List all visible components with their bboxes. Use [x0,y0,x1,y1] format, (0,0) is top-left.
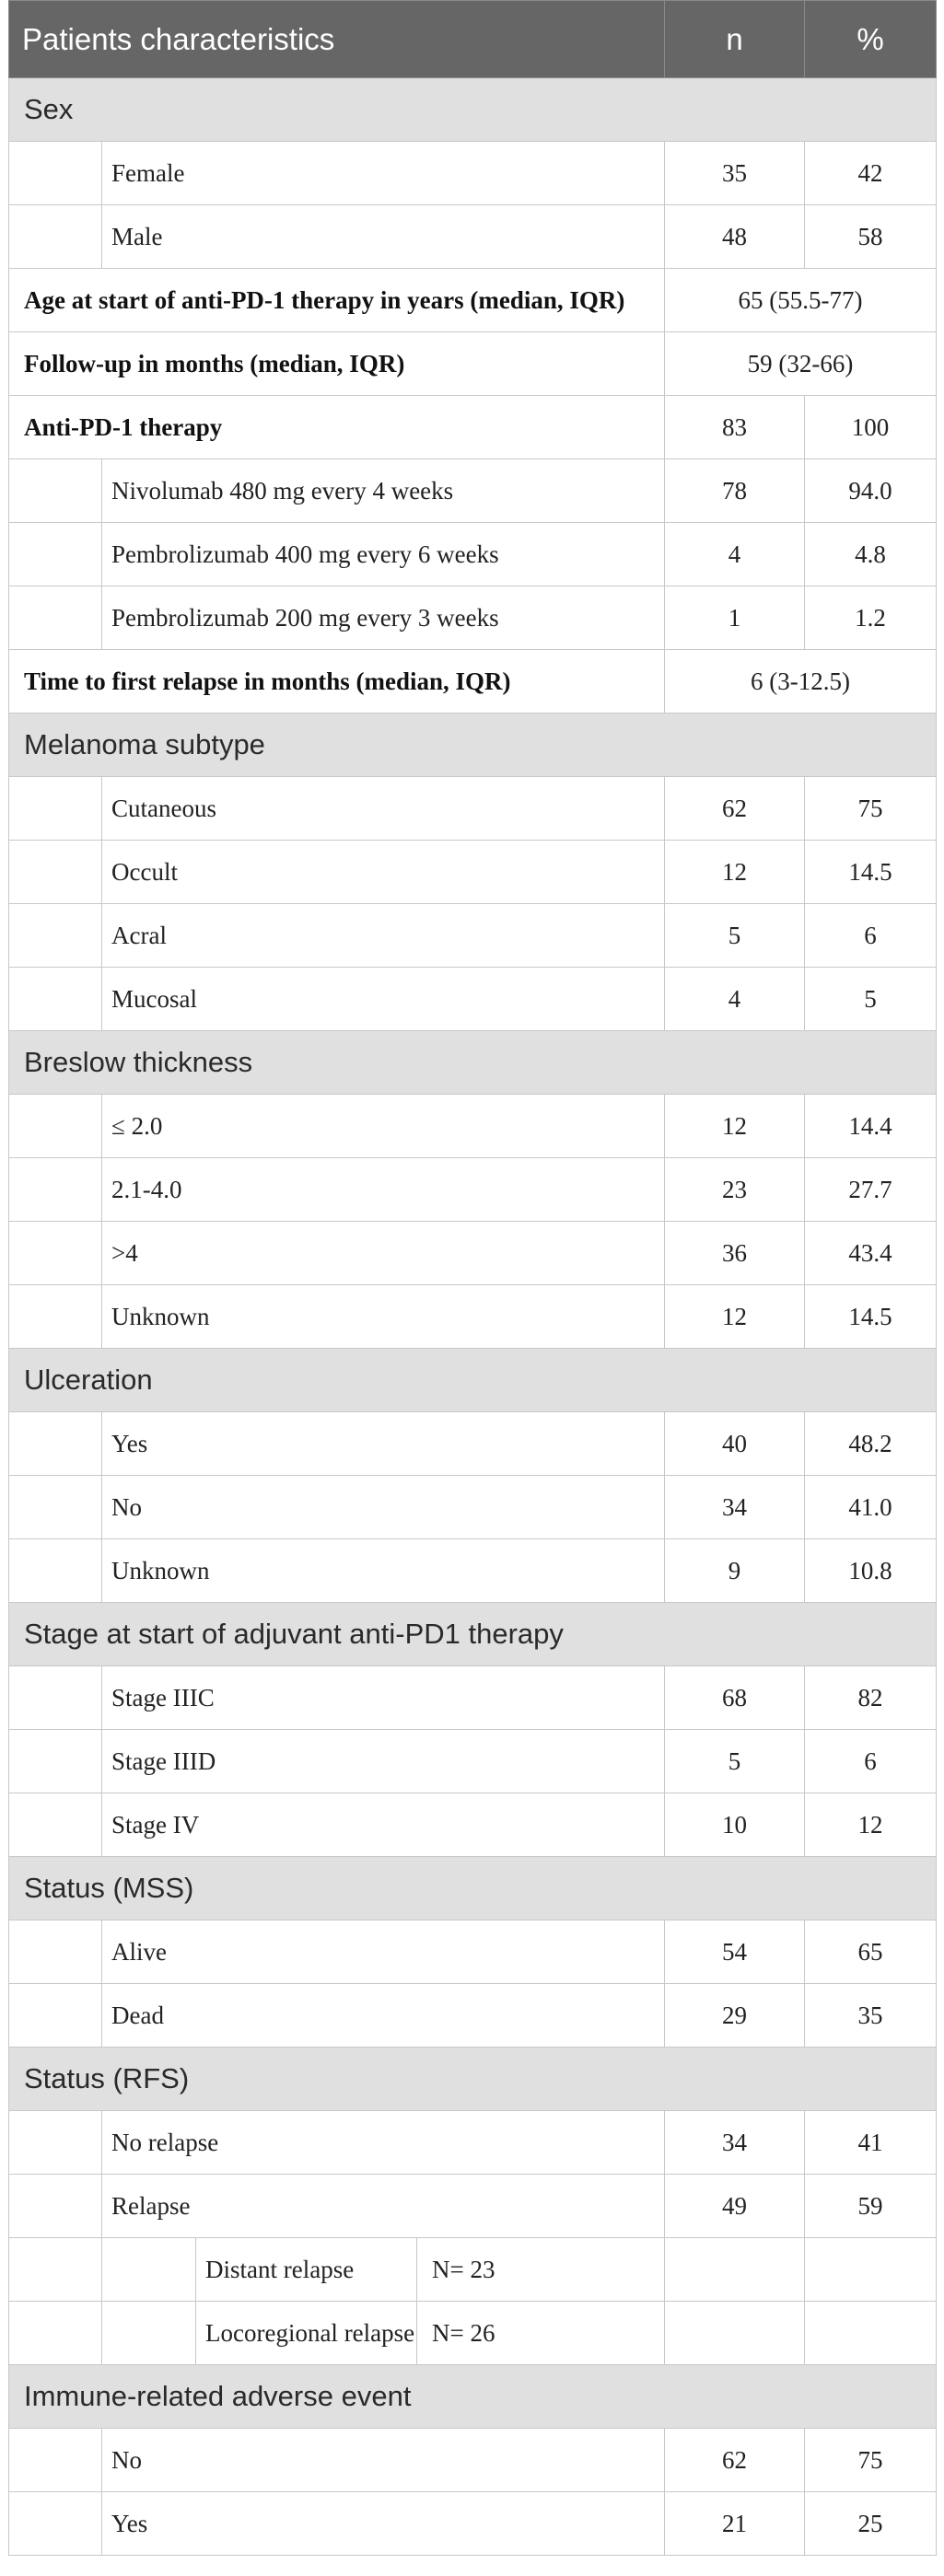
row-n: 49 [665,2175,805,2238]
row-label: Time to first relapse in months (median, IQR) [9,650,665,714]
row-n: 9 [665,1539,805,1603]
table-row [9,1412,937,1476]
section-title: Ulceration [9,1349,937,1412]
row-pct: 25 [805,2492,937,2556]
section-title: Immune-related adverse event [9,2365,937,2429]
row-pct: 94.0 [805,459,937,523]
row-label: No relapse [102,2111,665,2175]
indent-cell [9,1539,102,1603]
indent-cell [9,1158,102,1222]
row-label: Stage IIIC [102,1666,665,1730]
row-label: Pembrolizumab 200 mg every 3 weeks [102,586,665,650]
table-row [9,2429,937,2492]
header-n: n [665,1,805,78]
row-label: Unknown [102,1539,665,1603]
table-row [9,904,937,968]
table-body [9,78,937,2556]
row-n: 12 [665,1285,805,1349]
table-row [9,459,937,523]
section-header-row [9,78,937,142]
row-value: 65 (55.5-77) [665,269,937,332]
row-pct: 59 [805,2175,937,2238]
row-n: 12 [665,841,805,904]
table-row [9,2492,937,2556]
row-pct: 14.5 [805,841,937,904]
row-n: 4 [665,968,805,1031]
table-row [9,841,937,904]
indent-cell [9,1920,102,1984]
row-n: 34 [665,2111,805,2175]
indent-cell [102,2302,196,2365]
row-n: 62 [665,777,805,841]
section-title: Sex [9,78,937,142]
indent-cell [9,968,102,1031]
section-header-row [9,2048,937,2111]
row-value: 59 (32-66) [665,332,937,396]
row-label: Unknown [102,1285,665,1349]
indent-cell [9,2111,102,2175]
row-pct: 42 [805,142,937,205]
row-n: 78 [665,459,805,523]
row-label: Locoregional relapse [196,2302,417,2365]
table-row [9,586,937,650]
section-title: Status (RFS) [9,2048,937,2111]
row-label: Relapse [102,2175,665,2238]
indent-cell [9,523,102,586]
table-row [9,142,937,205]
indent-cell [9,1095,102,1158]
table-row [9,1095,937,1158]
table-row [9,523,937,586]
row-pct: 12 [805,1793,937,1857]
table-row [9,1793,937,1857]
table-row [9,1730,937,1793]
row-pct: 65 [805,1920,937,1984]
table-row [9,1285,937,1349]
row-pct: 14.5 [805,1285,937,1349]
row-n: 83 [665,396,805,459]
table-row [9,396,937,459]
row-n: 1 [665,586,805,650]
row-pct: 100 [805,396,937,459]
row-n: 62 [665,2429,805,2492]
section-header-row [9,1603,937,1666]
row-label: >4 [102,1222,665,1285]
row-n: 35 [665,142,805,205]
table-row [9,1476,937,1539]
row-n: 4 [665,523,805,586]
table-row [9,205,937,269]
row-n: 12 [665,1095,805,1158]
row-label: Stage IIID [102,1730,665,1793]
row-pct: 14.4 [805,1095,937,1158]
row-n: 5 [665,1730,805,1793]
indent-cell [9,2492,102,2556]
row-n: 23 [665,1158,805,1222]
row-n: 40 [665,1412,805,1476]
indent-cell [9,1222,102,1285]
row-label: ≤ 2.0 [102,1095,665,1158]
section-header-row [9,2365,937,2429]
row-pct: 82 [805,1666,937,1730]
row-label: Distant relapse [196,2238,417,2302]
indent-cell [9,142,102,205]
row-pct: 75 [805,777,937,841]
patients-characteristics-table [8,0,937,2556]
row-n [665,2238,805,2302]
indent-cell [9,777,102,841]
row-pct: 10.8 [805,1539,937,1603]
table-subrow [9,2238,937,2302]
table-row [9,269,937,332]
table-row [9,777,937,841]
row-pct: 41 [805,2111,937,2175]
row-pct: 48.2 [805,1412,937,1476]
table-row [9,1222,937,1285]
indent-cell [9,841,102,904]
row-n: 34 [665,1476,805,1539]
indent-cell [9,2302,102,2365]
indent-cell [102,2238,196,2302]
row-pct [805,2302,937,2365]
row-label: Acral [102,904,665,968]
indent-cell [9,1476,102,1539]
row-pct: 27.7 [805,1158,937,1222]
row-label: Occult [102,841,665,904]
row-label: Stage IV [102,1793,665,1857]
row-pct: 6 [805,1730,937,1793]
table-subrow [9,2302,937,2365]
row-pct: 58 [805,205,937,269]
row-label: Nivolumab 480 mg every 4 weeks [102,459,665,523]
row-value: 6 (3-12.5) [665,650,937,714]
header-title: Patients characteristics [9,1,665,78]
row-n: 10 [665,1793,805,1857]
indent-cell [9,1666,102,1730]
row-label: Anti-PD-1 therapy [9,396,665,459]
indent-cell [9,1984,102,2048]
row-note: N= 23 [417,2238,665,2302]
section-header-row [9,1349,937,1412]
row-pct [805,2238,937,2302]
section-title: Stage at start of adjuvant anti-PD1 therapy [9,1603,937,1666]
row-n: 48 [665,205,805,269]
table-row [9,1920,937,1984]
section-header-row [9,714,937,777]
row-pct: 43.4 [805,1222,937,1285]
table-row [9,650,937,714]
row-label: Male [102,205,665,269]
header-pct: % [805,1,937,78]
table-row [9,2111,937,2175]
section-title: Status (MSS) [9,1857,937,1920]
indent-cell [9,459,102,523]
indent-cell [9,205,102,269]
table-row [9,1666,937,1730]
table-row [9,2175,937,2238]
indent-cell [9,1730,102,1793]
row-label: Yes [102,2492,665,2556]
indent-cell [9,1793,102,1857]
row-label: Cutaneous [102,777,665,841]
row-pct: 4.8 [805,523,937,586]
section-header-row [9,1857,937,1920]
indent-cell [9,2429,102,2492]
table-row [9,968,937,1031]
row-n: 29 [665,1984,805,2048]
row-label: Age at start of anti-PD-1 therapy in years (median, IQR) [9,269,665,332]
row-pct: 5 [805,968,937,1031]
table-row [9,1539,937,1603]
row-pct: 6 [805,904,937,968]
row-pct: 1.2 [805,586,937,650]
row-label: Female [102,142,665,205]
table-row [9,1984,937,2048]
row-label: 2.1-4.0 [102,1158,665,1222]
section-header-row [9,1031,937,1095]
row-n: 54 [665,1920,805,1984]
row-label: No [102,1476,665,1539]
row-label: Dead [102,1984,665,2048]
section-title: Melanoma subtype [9,714,937,777]
row-label: Pembrolizumab 400 mg every 6 weeks [102,523,665,586]
indent-cell [9,904,102,968]
row-n: 21 [665,2492,805,2556]
row-label: No [102,2429,665,2492]
row-pct: 35 [805,1984,937,2048]
row-n: 68 [665,1666,805,1730]
row-pct: 75 [805,2429,937,2492]
indent-cell [9,1285,102,1349]
row-n: 36 [665,1222,805,1285]
table-row [9,332,937,396]
row-note: N= 26 [417,2302,665,2365]
indent-cell [9,586,102,650]
row-pct: 41.0 [805,1476,937,1539]
indent-cell [9,1412,102,1476]
row-label: Alive [102,1920,665,1984]
row-n [665,2302,805,2365]
indent-cell [9,2238,102,2302]
row-label: Yes [102,1412,665,1476]
indent-cell [9,2175,102,2238]
row-n: 5 [665,904,805,968]
table-row [9,1158,937,1222]
section-title: Breslow thickness [9,1031,937,1095]
table-header-row [9,1,937,78]
row-label: Follow-up in months (median, IQR) [9,332,665,396]
row-label: Mucosal [102,968,665,1031]
